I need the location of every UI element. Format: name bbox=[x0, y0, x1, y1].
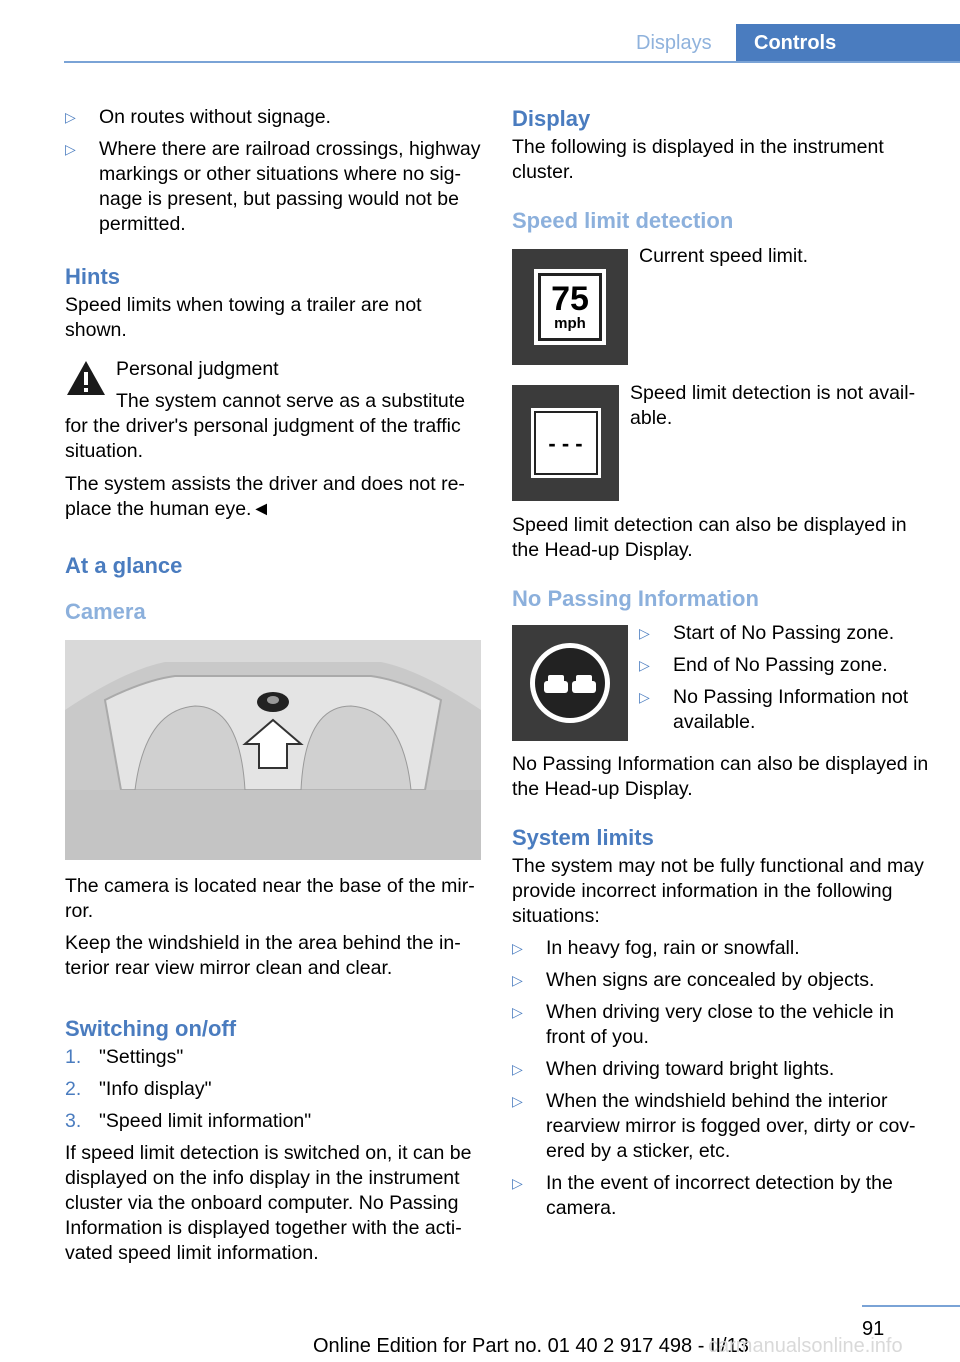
triangle-bullet-icon: ▷ bbox=[65, 109, 76, 125]
no-passing-sign-icon bbox=[512, 625, 628, 741]
list-item: ▷ When the windshield behind the interior rearview mirror is fogged over, dirty or cov-ered by a sticker, etc. bbox=[512, 1090, 916, 1162]
system-limits-heading: System limits bbox=[512, 825, 654, 850]
camera-caption-2: Keep the windshield in the area behind the in-terior rear view mirror clean and clear. bbox=[65, 932, 461, 979]
header-rule bbox=[64, 61, 960, 63]
triangle-bullet-icon: ▷ bbox=[512, 1175, 523, 1191]
system-limits-list bbox=[512, 936, 932, 1221]
list-item: ▷ When signs are concealed by objects. bbox=[512, 969, 875, 991]
display-text: The following is displayed in the instrument cluster. bbox=[512, 136, 884, 183]
warning-text: The system cannot serve as a substitute for the driver's personal judgment of the traffic situation. bbox=[65, 390, 466, 462]
step-item: 3. "Speed limit information" bbox=[65, 1110, 312, 1132]
no-passing-list bbox=[639, 621, 932, 742]
watermark: carmanualsonline.info bbox=[708, 1335, 903, 1357]
triangle-bullet-icon: ▷ bbox=[512, 1004, 523, 1020]
list-item: ▷ In heavy fog, rain or snowfall. bbox=[512, 937, 800, 959]
list-item: ▷ When driving toward bright lights. bbox=[512, 1058, 835, 1080]
system-limits-text: The system may not be fully functional and may provide incorrect information in the following situations: bbox=[512, 855, 924, 927]
switching-heading: Switching on/off bbox=[65, 1016, 237, 1041]
warning-triangle-icon bbox=[65, 359, 107, 397]
display-heading: Display bbox=[512, 106, 591, 131]
sign-row bbox=[512, 245, 932, 365]
sld-hud-text: Speed limit detection can also be displayed in the Head-up Display. bbox=[512, 514, 907, 561]
sign-speed-unit: mph bbox=[554, 315, 586, 332]
right-column bbox=[512, 105, 932, 1228]
warning-text-2: The system assists the driver and does not re-place the human eye.◄ bbox=[65, 473, 465, 520]
step-item: 2. "Info display" bbox=[65, 1078, 212, 1100]
camera-location-illustration bbox=[65, 640, 481, 860]
page-number: 91 bbox=[862, 1318, 885, 1340]
sign-description: Current speed limit. bbox=[639, 245, 809, 267]
list-item: ▷ When driving very close to the vehicle in front of you. bbox=[512, 1001, 894, 1048]
hints-text: Speed limits when towing a trailer are not shown. bbox=[65, 294, 422, 341]
speed-limit-detection-heading: Speed limit detection bbox=[512, 208, 734, 233]
sign-description: Speed limit detection is not avail-able. bbox=[630, 382, 916, 429]
speed-limit-sign-icon bbox=[512, 249, 628, 365]
triangle-bullet-icon: ▷ bbox=[639, 657, 650, 673]
speed-limit-unavailable-icon bbox=[512, 385, 619, 501]
list-item: ▷ In the event of incorrect detection by the camera. bbox=[512, 1172, 893, 1219]
footer-rule bbox=[862, 1305, 960, 1307]
header-section-displays: Displays bbox=[636, 32, 712, 54]
list-item: ▷ Where there are railroad crossings, highway markings or other situations where no sig-nage is present, but passing would not be permitted. bbox=[65, 138, 481, 235]
triangle-bullet-icon: ▷ bbox=[639, 689, 650, 705]
left-column bbox=[65, 105, 483, 1266]
warning-title: Personal judgment bbox=[116, 358, 279, 380]
at-a-glance-heading: At a glance bbox=[65, 553, 183, 578]
edition-text: Online Edition for Part no. 01 40 2 917 498 - II/13 bbox=[313, 1335, 749, 1357]
npi-hud-text: No Passing Information can also be displayed in the Head-up Display. bbox=[512, 753, 929, 800]
sign-dashes: - - - bbox=[548, 430, 583, 456]
list-item: ▷ No Passing Information not available. bbox=[639, 686, 909, 733]
header-section-controls: Controls bbox=[736, 24, 960, 62]
no-passing-heading: No Passing Information bbox=[512, 586, 759, 611]
triangle-bullet-icon: ▷ bbox=[512, 940, 523, 956]
step-item: 1. "Settings" bbox=[65, 1046, 184, 1068]
list-item: ▷ Start of No Passing zone. bbox=[639, 622, 895, 644]
triangle-bullet-icon: ▷ bbox=[639, 625, 650, 641]
triangle-bullet-icon: ▷ bbox=[512, 1093, 523, 1109]
sign-speed-value: 75 bbox=[551, 280, 589, 318]
list-item: ▷ On routes without signage. bbox=[65, 106, 331, 128]
triangle-bullet-icon: ▷ bbox=[65, 141, 76, 157]
camera-heading: Camera bbox=[65, 599, 146, 624]
hints-heading: Hints bbox=[65, 264, 120, 289]
warning-block bbox=[65, 357, 483, 464]
triangle-bullet-icon: ▷ bbox=[512, 1061, 523, 1077]
camera-caption: The camera is located near the base of the mir-ror. bbox=[65, 875, 475, 922]
no-passing-row bbox=[512, 622, 932, 742]
sign-row bbox=[512, 382, 932, 501]
list-item: ▷ End of No Passing zone. bbox=[639, 654, 888, 676]
triangle-bullet-icon: ▷ bbox=[512, 972, 523, 988]
switching-text: If speed limit detection is switched on, it can be displayed on the info display in the instrument cluster via the onboard computer. No Passing Information is displayed together with the acti-vated speed limit information. bbox=[65, 1142, 472, 1264]
